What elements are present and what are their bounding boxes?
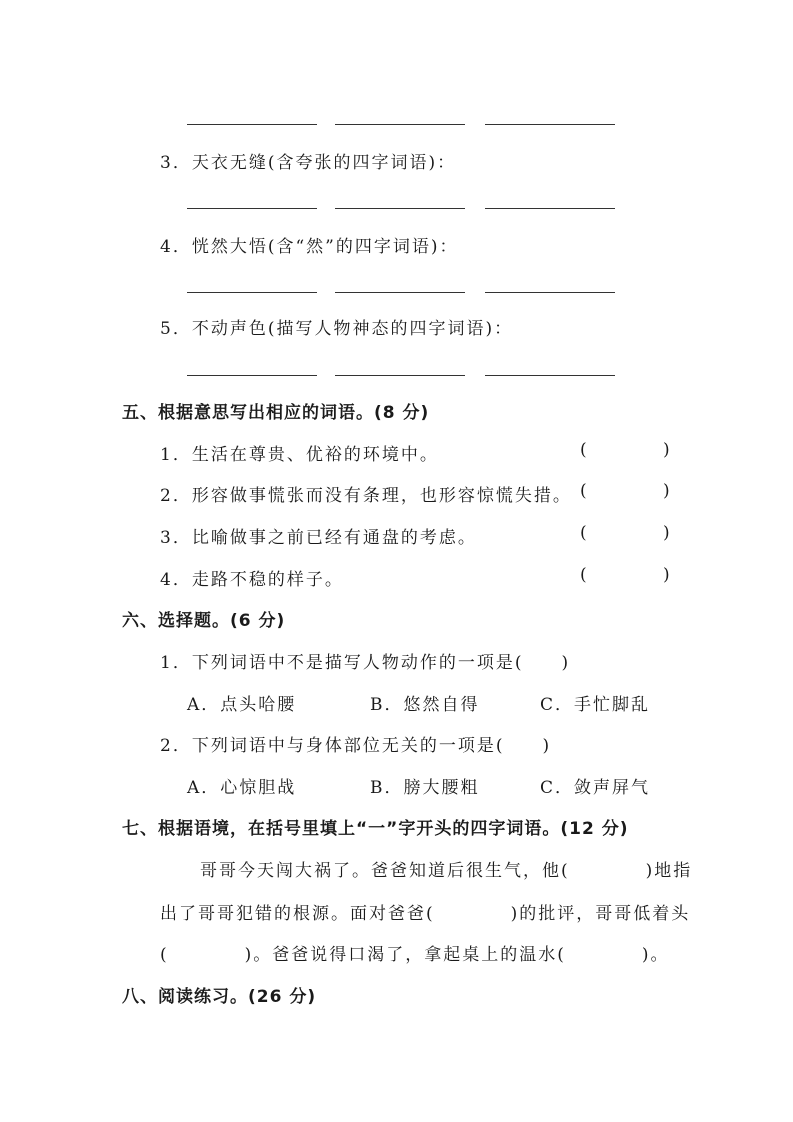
- answer-blank[interactable]: [187, 375, 317, 376]
- section5-item-3: 3．比喻做事之前已经有通盘的考虑。: [160, 528, 477, 548]
- answer-paren-open[interactable]: (: [580, 440, 587, 460]
- passage-line-2: 出了哥哥犯错的根源。面对爸爸( )的批评，哥哥低着头: [160, 904, 691, 924]
- section5-item-1: 1．生活在尊贵、优裕的环境中。: [160, 445, 439, 465]
- question-2-option-c[interactable]: C．敛声屏气: [540, 778, 651, 798]
- question-1-option-a[interactable]: A．点头哈腰: [187, 695, 297, 715]
- answer-blank[interactable]: [187, 208, 317, 209]
- section6-heading: 六、选择题。(6 分): [122, 611, 286, 631]
- answer-paren-open[interactable]: (: [580, 481, 587, 501]
- section4-item-5: 5．不动声色(描写人物神态的四字词语)：: [160, 319, 514, 339]
- question-1-stem: 1．下列词语中不是描写人物动作的一项是( ): [160, 653, 571, 673]
- answer-paren-close[interactable]: ): [663, 481, 670, 501]
- section5-item-2: 2．形容做事慌张而没有条理，也形容惊慌失措。: [160, 486, 572, 506]
- answer-paren-close[interactable]: ): [663, 523, 670, 543]
- section8-heading: 八、阅读练习。(26 分): [122, 987, 317, 1007]
- question-2-option-a[interactable]: A．心惊胆战: [187, 778, 297, 798]
- answer-blank[interactable]: [335, 208, 465, 209]
- section7-heading: 七、根据语境，在括号里填上“一”字开头的四字词语。(12 分): [122, 819, 629, 839]
- answer-blank[interactable]: [485, 375, 615, 376]
- question-2-stem: 2．下列词语中与身体部位无关的一项是( ): [160, 736, 552, 756]
- passage-line-1: 哥哥今天闯大祸了。爸爸知道后很生气，他( )地指: [200, 861, 693, 881]
- section4-item-4: 4．恍然大悟(含“然”的四字词语)：: [160, 237, 459, 257]
- answer-blank[interactable]: [187, 124, 317, 125]
- section5-item-4: 4．走路不稳的样子。: [160, 570, 344, 590]
- answer-paren-close[interactable]: ): [663, 565, 670, 585]
- answer-blank[interactable]: [335, 375, 465, 376]
- section4-item-3: 3．天衣无缝(含夸张的四字词语)：: [160, 153, 457, 173]
- answer-blank[interactable]: [485, 292, 615, 293]
- answer-paren-close[interactable]: ): [663, 440, 670, 460]
- passage-line-3: ( )。爸爸说得口渴了，拿起桌上的温水( )。: [160, 945, 670, 965]
- answer-blank[interactable]: [187, 292, 317, 293]
- answer-blank[interactable]: [485, 208, 615, 209]
- answer-paren-open[interactable]: (: [580, 523, 587, 543]
- answer-blank[interactable]: [335, 124, 465, 125]
- answer-blank[interactable]: [485, 124, 615, 125]
- answer-blank[interactable]: [335, 292, 465, 293]
- question-1-option-b[interactable]: B．悠然自得: [370, 695, 480, 715]
- answer-paren-open[interactable]: (: [580, 565, 587, 585]
- question-2-option-b[interactable]: B．膀大腰粗: [370, 778, 480, 798]
- question-1-option-c[interactable]: C．手忙脚乱: [540, 695, 651, 715]
- section5-heading: 五、根据意思写出相应的词语。(8 分): [122, 403, 430, 423]
